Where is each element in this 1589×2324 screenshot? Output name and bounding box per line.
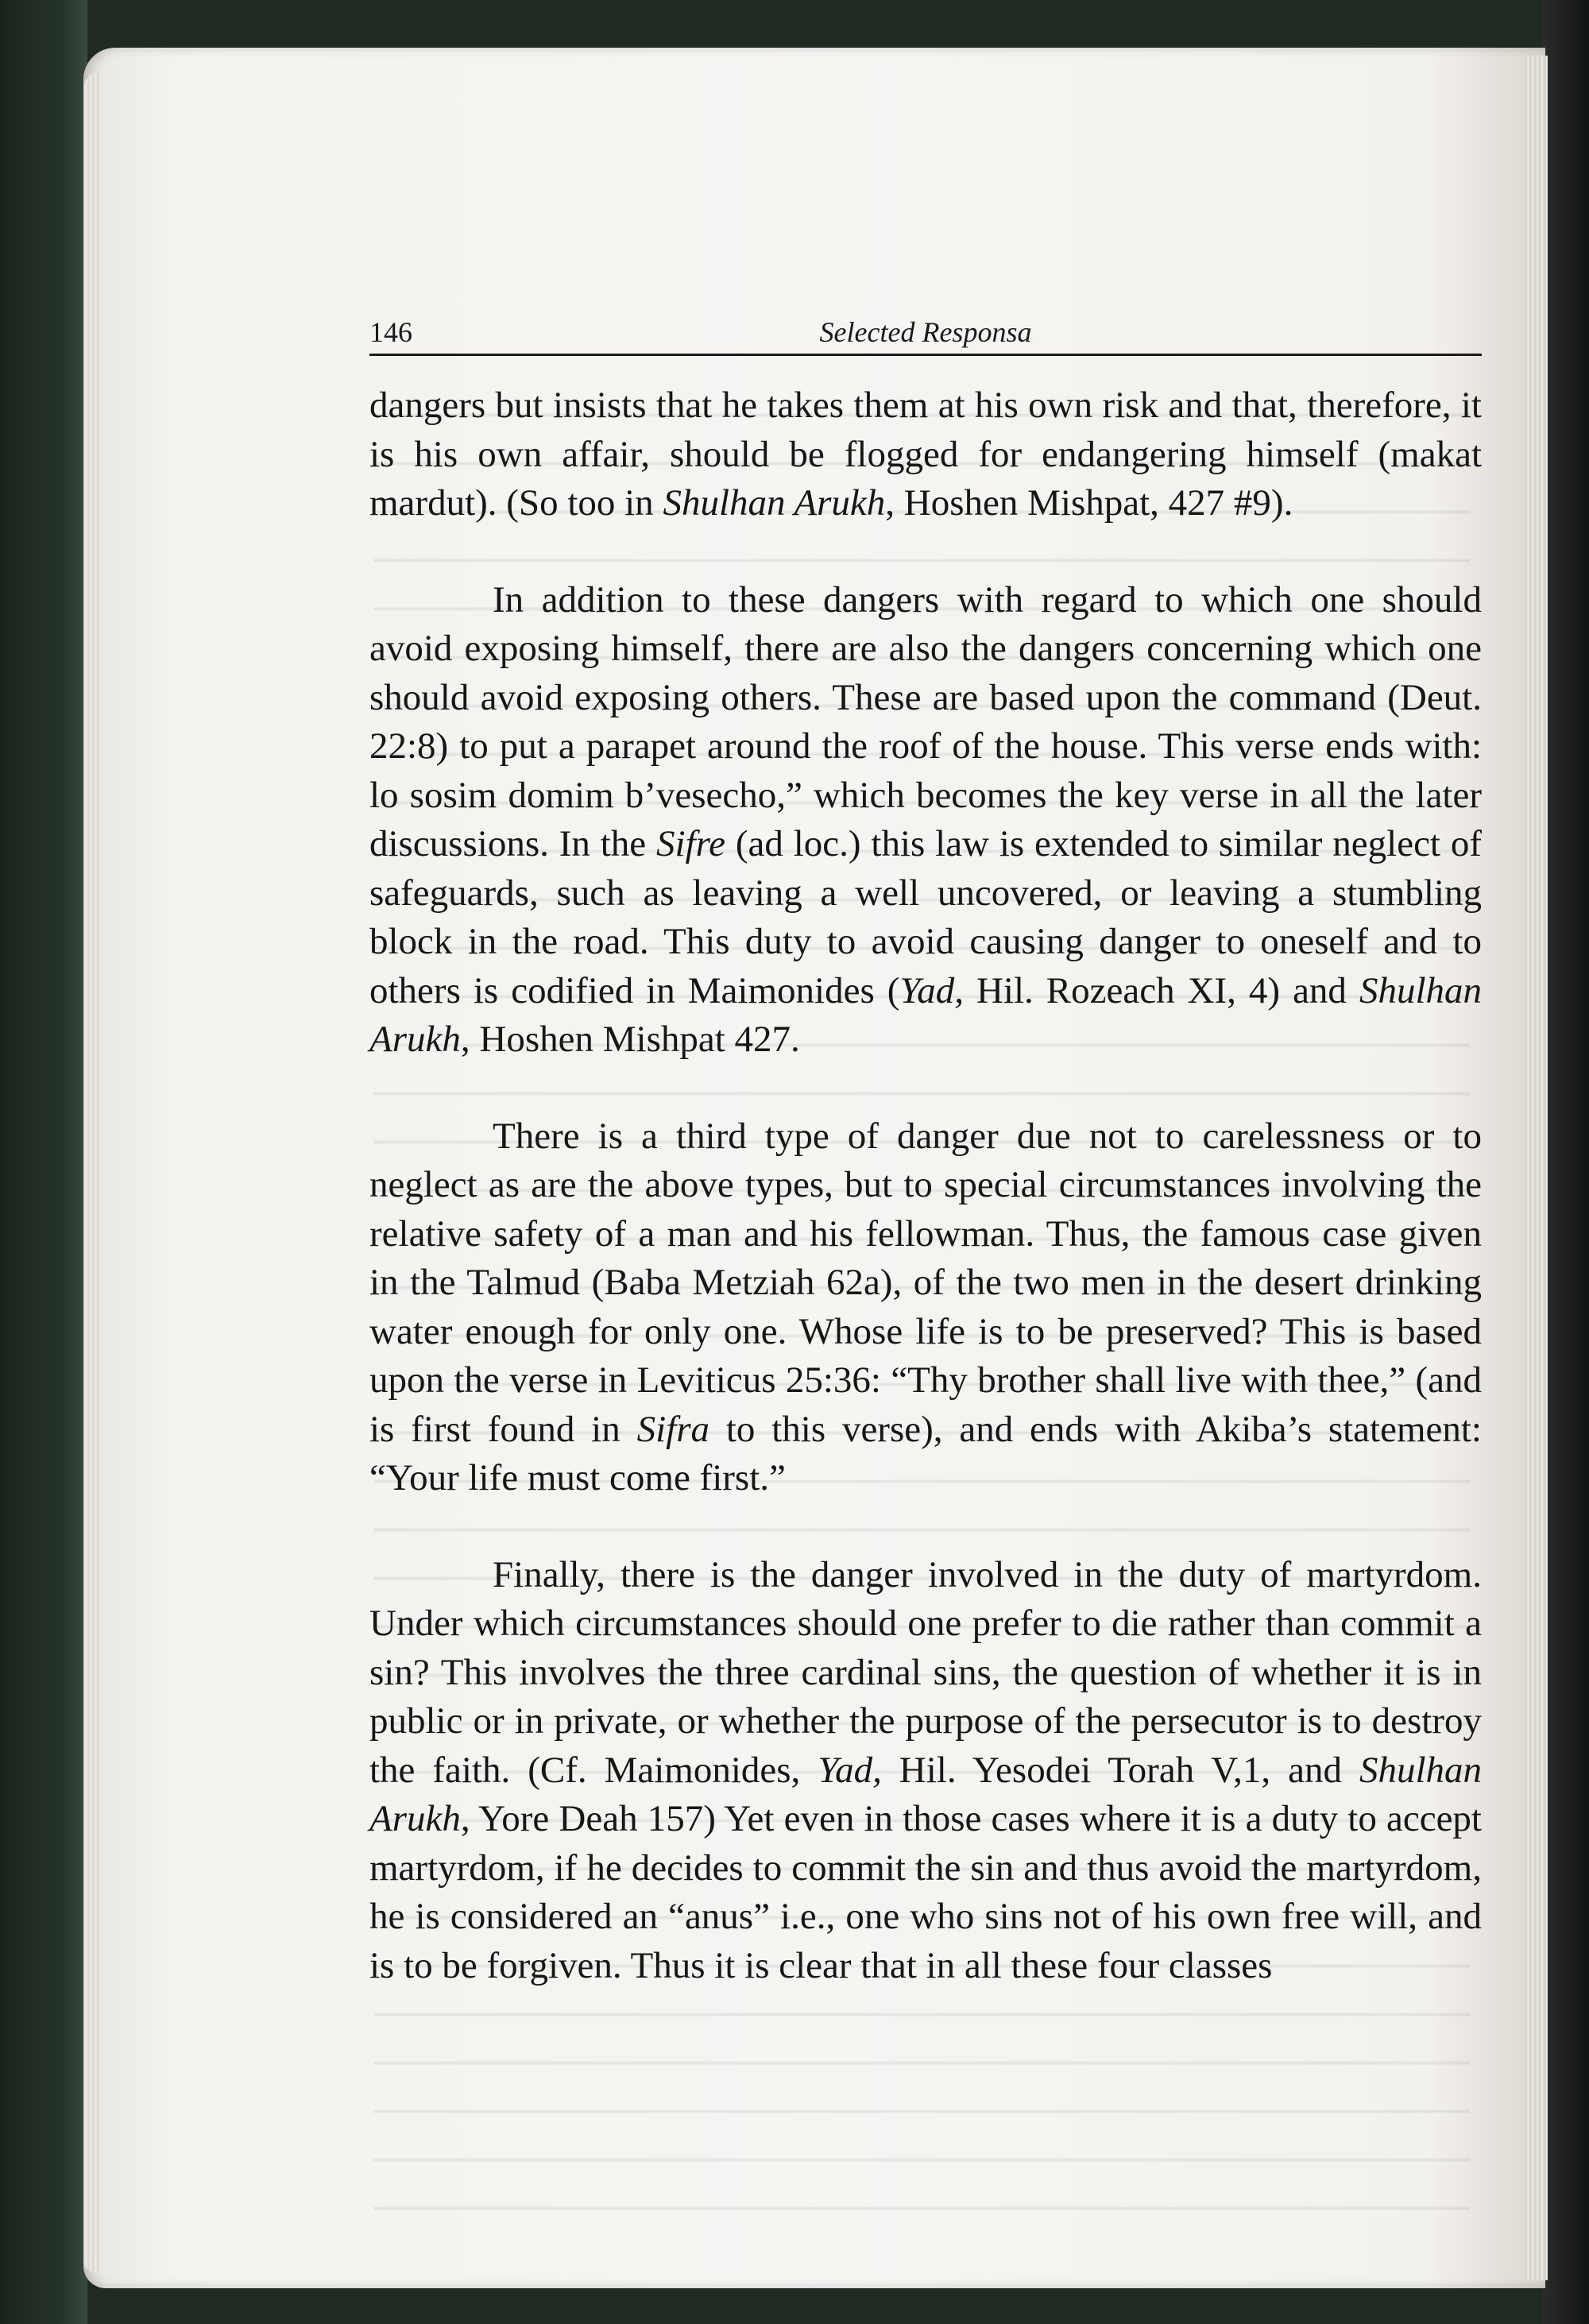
text-run: Hil. Rozeach XI, 4) and <box>963 969 1359 1011</box>
text-run: There is a third type of danger due not to carelessness or to neglect as are the above types, but to special circumstances involving the relative safety of a man and his fellowman. Thus, the famous case given in the Talmud (Baba Metziah 62a), of the two men in the desert drinking water enough for only one. Whose life is to be preserved? This is based upon the verse in Leviticus 25:36: “Thy brother shall live with thee,” (and is first found in <box>369 1115 1482 1450</box>
running-head: Selected Responsa <box>819 316 1032 348</box>
text-run: , Yore Deah 157) Yet even in those cases where it is a duty to accept martyrdom, if he decides to commit the sin and thus avoid the martyrdom, he is considered an “anus” i.e., one who sins not of his own free will, and is to be forgiven. Thus it is clear that in all these four classes <box>369 1798 1482 1986</box>
italic-text: Sifre <box>656 823 726 864</box>
text-run: In addition to these dangers with regard to which one should avoid exposing himself, there are also the dangers concerning which one should avoid exposing others. These are based upon the command (Deut. 22:8) to put a parapet around the roof of the house. This verse ends with: lo sosim domim b’vesecho,” which becomes the key verse in all the later discussions. In the <box>369 578 1482 864</box>
page-edges-right <box>1525 56 1548 2280</box>
page-header <box>369 306 1482 356</box>
text-run: Hil. Yesodei Torah V,1, and <box>881 1749 1359 1791</box>
paragraph-gap <box>369 528 1482 576</box>
paragraph-gap <box>369 1065 1482 1112</box>
italic-text: Yad, <box>899 969 964 1011</box>
text-run: to this verse), and ends with Akiba’s statement: “Your life must come first.” <box>369 1408 1482 1498</box>
paragraph <box>369 1112 1482 1503</box>
italic-text: Yad, <box>818 1749 882 1791</box>
italic-text: Shulhan Arukh <box>369 969 1482 1060</box>
italic-text: Shulhan Arukh <box>369 1749 1483 1839</box>
paragraph <box>369 576 1482 1065</box>
background-left <box>0 0 87 2324</box>
text-run: , Hoshen Mishpat 427. <box>460 1019 800 1060</box>
background-right <box>1541 0 1589 2324</box>
paragraph <box>369 1551 1482 1991</box>
page-edges-left <box>83 72 101 2272</box>
text-run: (ad loc.) this law is extended to similar neglect of safeguards, such as leaving a well uncovered, or leaving a stumbling block in the road. This duty to avoid causing danger to oneself and to others is codified in Maimonides ( <box>369 823 1482 1011</box>
paragraph-gap <box>369 1503 1482 1551</box>
page-number: 146 <box>369 316 412 348</box>
italic-text: Shulhan Arukh <box>663 482 886 524</box>
italic-text: Sifra <box>636 1408 709 1450</box>
paragraph <box>369 381 1482 528</box>
text-run: Finally, there is the danger involved in the duty of martyrdom. Under which circumstances should one prefer to die rather than commit a sin? This involves the three cardinal sins, the question of whether it is in public or in private, or whether the purpose of the persecutor is to destroy the faith. (Cf. Maimonides, <box>369 1553 1482 1791</box>
text-run: dangers but insists that he takes them at his own risk and that, therefore, it is his own affair, should be flogged for endangering himself (makat mardut). (So too in <box>369 385 1482 524</box>
text-run: , Hoshen Mishpat, 427 #9). <box>885 482 1293 524</box>
body-text <box>369 381 1482 1990</box>
